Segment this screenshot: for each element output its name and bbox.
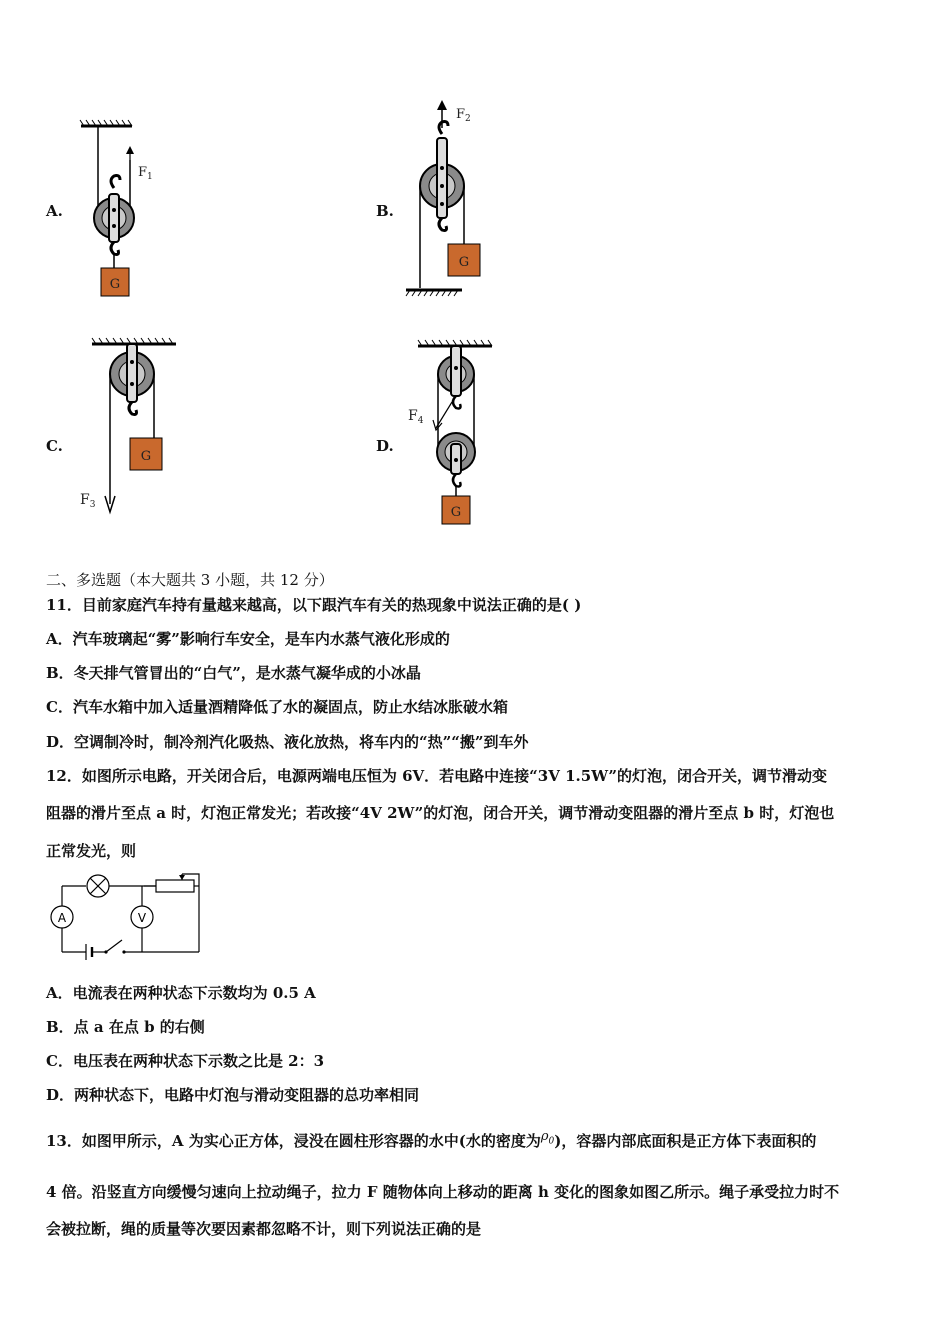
svg-text:F4	[408, 408, 424, 426]
svg-text:F2	[456, 107, 471, 124]
force-label-c: F	[80, 492, 90, 508]
force-sub-b: 2	[465, 114, 471, 124]
q13-line-2: 4 倍。沿竖直方向缓慢匀速向上拉动绳子，拉力 F 随物体向上移动的距离 h 变化的图象如图乙所示。绳子承受拉力时不	[46, 1183, 840, 1201]
force-sub-a: 1	[147, 172, 153, 182]
q12-option-c: C．电压表在两种状态下示数之比是 2：3	[46, 1052, 325, 1070]
force-label-b: F	[456, 107, 466, 122]
force-label-d: F	[408, 408, 418, 424]
q11-option-b: B．冬天排气管冒出的“白气”，是水蒸气凝华成的小冰晶	[46, 664, 421, 682]
q12-stem-line-3: 正常发光，则	[46, 842, 137, 860]
q11-option-c: C．汽车水箱中加入适量酒精降低了水的凝固点，防止水结冰胀破水箱	[46, 698, 508, 716]
pulley-diagram-b	[400, 98, 520, 298]
svg-text:F1	[138, 165, 153, 182]
q11-stem: 11．目前家庭汽车持有量越来越高，以下跟汽车有关的热现象中说法正确的是( )	[46, 596, 582, 614]
q12-option-a: A．电流表在两种状态下示数均为 0.5 A	[46, 984, 316, 1002]
option-d-label: D.	[376, 437, 394, 455]
weight-label-a: G	[109, 277, 121, 292]
force-label-a: F	[138, 165, 148, 180]
q11-option-a: A．汽车玻璃起“雾”影响行车安全，是车内水蒸气液化形成的	[46, 630, 450, 648]
option-a-label: A.	[46, 202, 63, 220]
q12-option-d: D．两种状态下，电路中灯泡与滑动变阻器的总功率相同	[46, 1086, 420, 1104]
section-title: 二、多选题（本大题共 3 小题，共 12 分）	[46, 571, 334, 589]
q13-line-3: 会被拉断，绳的质量等次要因素都忽略不计，则下列说法正确的是	[46, 1220, 482, 1238]
force-sub-c: 3	[89, 500, 96, 510]
weight-label-b: G	[458, 255, 470, 270]
pulley-diagram-c	[76, 332, 196, 522]
rho-symbol: $\rho_0$	[540, 1129, 555, 1147]
weight-label-c: G	[140, 449, 152, 464]
pulley-diagram-d	[400, 332, 510, 532]
circuit-diagram	[44, 868, 209, 968]
ammeter-label: A	[57, 911, 67, 925]
q13-line-1-b: )，容器内部底面积是正方体下表面积的	[554, 1132, 817, 1150]
q11-option-d: D．空调制冷时，制冷剂汽化吸热、液化放热，将车内的“热”“搬”到车外	[46, 733, 529, 751]
option-c-label: C.	[46, 437, 63, 455]
q12-option-b: B．点 a 在点 b 的右侧	[46, 1018, 205, 1036]
svg-text:F3	[80, 492, 96, 510]
weight-label-d: G	[450, 505, 462, 520]
rheostat-symbol	[156, 880, 194, 892]
option-b-label: B.	[376, 202, 394, 220]
force-sub-d: 4	[417, 416, 424, 426]
pulley-diagram-a	[76, 118, 186, 303]
q13-line-1	[46, 1130, 816, 1153]
voltmeter-label: V	[137, 911, 147, 925]
q12-stem-line-1: 12．如图所示电路，开关闭合后，电源两端电压恒为 6V．若电路中连接“3V 1.5W”的灯泡，闭合开关，调节滑动变	[46, 767, 827, 785]
q13-line-1-a: 13．如图甲所示，A 为实心正方体，浸没在圆柱形容器的水中(水的密度为	[46, 1132, 541, 1150]
switch-symbol	[106, 940, 122, 952]
q12-stem-line-2: 阻器的滑片至点 a 时，灯泡正常发光；若改接“4V 2W”的灯泡，闭合开关，调节滑动变阻器的滑片至点 b 时，灯泡也	[46, 804, 835, 822]
